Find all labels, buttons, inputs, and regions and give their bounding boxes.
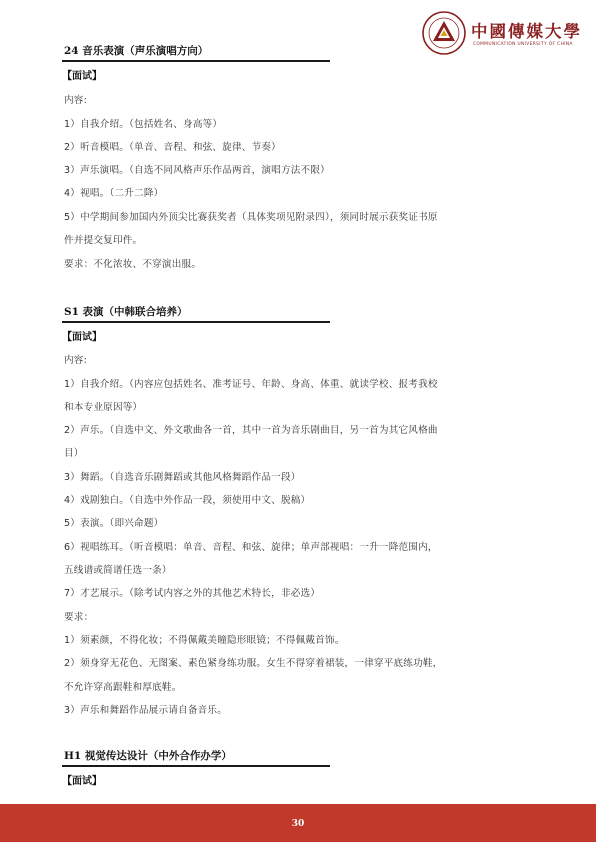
- content-line: 2）须身穿无花色、无图案、素色紧身练功服。女生不得穿着裙装，一律穿平底练功鞋，: [64, 658, 443, 669]
- content-line: 1）自我介绍。（内容应包括姓名、准考证号、年龄、身高、体重、就读学校、报考我校: [64, 379, 438, 390]
- content-line: 不允许穿高跟鞋和厚底鞋。: [64, 682, 182, 693]
- content-line: 5）中学期间参加国内外顶尖比赛获奖者（具体奖项见附录四），须同时展示获奖证书原: [64, 212, 438, 223]
- university-name-en: COMMUNICATION UNIVERSITY OF CHINA: [473, 42, 573, 47]
- section-divider: [62, 60, 330, 62]
- content-line: 4）视唱。（二升二降）: [64, 188, 164, 199]
- section-subheading: 【面试】: [62, 776, 102, 787]
- page-number: 30: [291, 819, 305, 829]
- section-divider: [62, 321, 330, 323]
- content-line: 3）声乐和舞蹈作品展示请自备音乐。: [64, 705, 228, 716]
- university-logo: [421, 10, 581, 56]
- section-divider: [62, 765, 330, 767]
- content-line: 五线谱或简谱任选一条）: [64, 565, 172, 576]
- content-line: 内容:: [64, 355, 88, 366]
- content-line: 2）听音模唱。（单音、音程、和弦、旋律、节奏）: [64, 142, 281, 153]
- section-subheading: 【面试】: [62, 332, 102, 343]
- content-line: 和本专业原因等）: [64, 402, 143, 413]
- content-line: 6）视唱练耳。（听音模唱：单音、音程、和弦、旋律；单声部视唱：一升一降范围内，: [64, 542, 438, 553]
- content-line: 3）声乐演唱。（自选不同风格声乐作品两首，演唱方法不限）: [64, 165, 330, 176]
- section-title: H1 视觉传达设计（中外合作办学）: [64, 750, 232, 762]
- section-title: S1 表演（中韩联合培养）: [64, 306, 188, 318]
- content-line: 1）须素颜，不得化妆；不得佩戴美瞳隐形眼镜；不得佩戴首饰。: [64, 635, 345, 646]
- section-title: 24 音乐表演（声乐演唱方向）: [64, 45, 209, 57]
- content-line: 内容:: [64, 95, 88, 106]
- content-line: 要求：: [64, 612, 94, 623]
- content-line: 1）自我介绍。（包括姓名、身高等）: [64, 119, 223, 130]
- section-subheading: 【面试】: [62, 71, 102, 82]
- content-line: 4）戏剧独白。（自选中外作品一段，须使用中文、脱稿）: [64, 495, 311, 506]
- university-name-cn: 中國傳媒大學: [471, 22, 582, 41]
- content-line: 3）舞蹈。（自选音乐剧舞蹈或其他风格舞蹈作品一段）: [64, 472, 301, 483]
- content-line: 5）表演。（即兴命题）: [64, 518, 164, 529]
- content-line: 2）声乐。（自选中文、外文歌曲各一首，其中一首为音乐剧曲目，另一首为其它风格曲: [64, 425, 438, 436]
- content-line: 件并提交复印件。: [64, 235, 143, 246]
- content-line: 7）才艺展示。（除考试内容之外的其他艺术特长，非必选）: [64, 588, 321, 599]
- university-emblem-icon: [421, 10, 467, 56]
- content-line: 目）: [64, 448, 84, 459]
- content-line: 要求：不化浓妆、不穿演出服。: [64, 259, 202, 270]
